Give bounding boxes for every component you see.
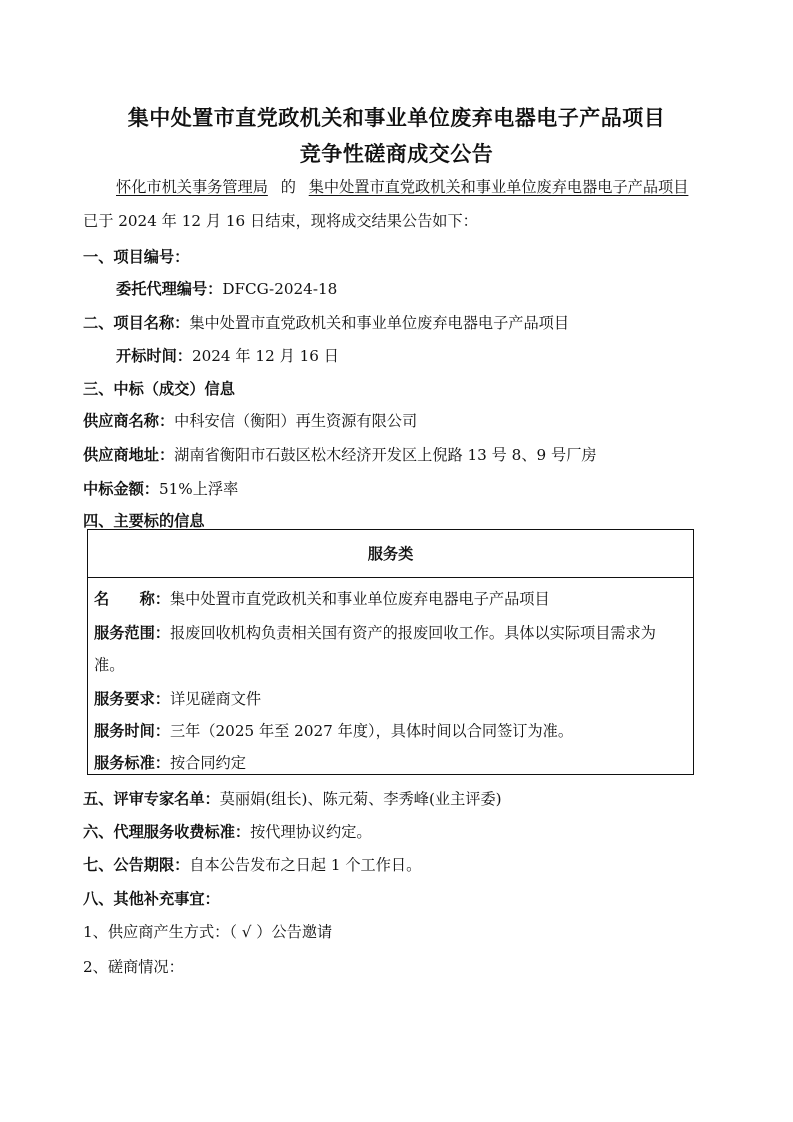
agent-number-value: DFCG-2024-18 (222, 280, 338, 298)
agency-fee-label: 六、代理服务收费标准： (83, 823, 251, 841)
agent-number-label: 委托代理编号： (116, 280, 223, 298)
supplier-name-value: 中科安信（衡阳）再生资源有限公司 (174, 412, 418, 430)
open-time-value: 2024 年 12 月 16 日 (191, 347, 339, 365)
experts-row (83, 788, 502, 809)
table-std-label: 服务标准： (94, 754, 170, 772)
open-time-row (116, 345, 339, 366)
table-row-scope (94, 622, 656, 643)
table-req-label: 服务要求： (94, 690, 170, 708)
project-name-value: 集中处置市直党政机关和事业单位废弃电器电子产品项目 (189, 314, 569, 332)
agency-fee-value: 按代理协议约定。 (250, 823, 372, 841)
doc-title-line2: 竞争性磋商成交公告 (299, 142, 494, 166)
intro-line1 (116, 176, 688, 197)
consultation-item: 2、磋商情况： (83, 958, 184, 976)
doc-title-line1: 集中处置市直党政机关和事业单位废弃电器电子产品项目 (127, 106, 666, 130)
table-name-value: 集中处置市直党政机关和事业单位废弃电器电子产品项目 (169, 590, 550, 608)
supplier-address-value: 湖南省衡阳市石鼓区松木经济开发区上倪路 13 号 8、9 号厂房 (174, 446, 597, 464)
section-4-heading: 四、主要标的信息 (83, 512, 205, 530)
table-scope-continuation: 准。 (94, 656, 125, 674)
table-scope-label: 服务范围： (94, 624, 170, 642)
supplier-name-row (83, 410, 417, 431)
supplier-address-row (83, 444, 597, 465)
table-header-service: 服务类 (88, 530, 693, 578)
section-8-heading: 八、其他补充事宜： (83, 890, 220, 908)
project-name-label: 二、项目名称： (83, 314, 190, 332)
table-name-label: 名 称： (94, 590, 170, 608)
table-req-value: 详见磋商文件 (169, 690, 262, 708)
supplier-name-label: 供应商名称： (83, 412, 175, 430)
table-row-standard (94, 752, 246, 773)
agency-fee-row (83, 821, 372, 842)
table-row-time (94, 720, 573, 741)
project-name-row (83, 312, 569, 333)
table-std-value: 按合同约定 (169, 754, 246, 772)
table-row-requirement (94, 688, 261, 709)
table-scope-value: 报废回收机构负责相关国有资产的报废回收工作。具体以实际项目需求为 (169, 624, 656, 642)
experts-label: 五、评审专家名单： (83, 790, 220, 808)
section-1-heading: 一、项目编号： (83, 248, 190, 266)
table-row-name (94, 588, 550, 609)
intro-project: 集中处置市直党政机关和事业单位废弃电器电子产品项目 (308, 178, 689, 196)
table-time-value: 三年（2025 年至 2027 年度），具体时间以合同签订为准。 (169, 722, 574, 740)
intro-agency: 怀化市机关事务管理局 (116, 178, 268, 196)
bid-amount-row (83, 478, 238, 499)
experts-value: 莫丽娟(组长)、陈元菊、李秀峰(业主评委) (219, 790, 502, 808)
intro-line2: 已于 2024 年 12 月 16 日结束，现将成交结果公告如下： (83, 212, 478, 230)
notice-period-label: 七、公告期限： (83, 856, 190, 874)
agent-number-row (116, 278, 337, 299)
table-time-label: 服务时间： (94, 722, 170, 740)
section-3-heading: 三、中标（成交）信息 (83, 380, 235, 398)
supplier-method-item: 1、供应商产生方式：（ √ ）公告邀请 (83, 923, 333, 941)
open-time-label: 开标时间： (116, 347, 192, 365)
bid-amount-label: 中标金额： (83, 480, 159, 498)
supplier-address-label: 供应商地址： (83, 446, 175, 464)
intro-of: 的 (280, 178, 296, 196)
notice-period-row (83, 854, 421, 875)
subject-info-table (87, 529, 694, 775)
bid-amount-value: 51%上浮率 (158, 480, 239, 498)
notice-period-value: 自本公告发布之日起 1 个工作日。 (189, 856, 422, 874)
